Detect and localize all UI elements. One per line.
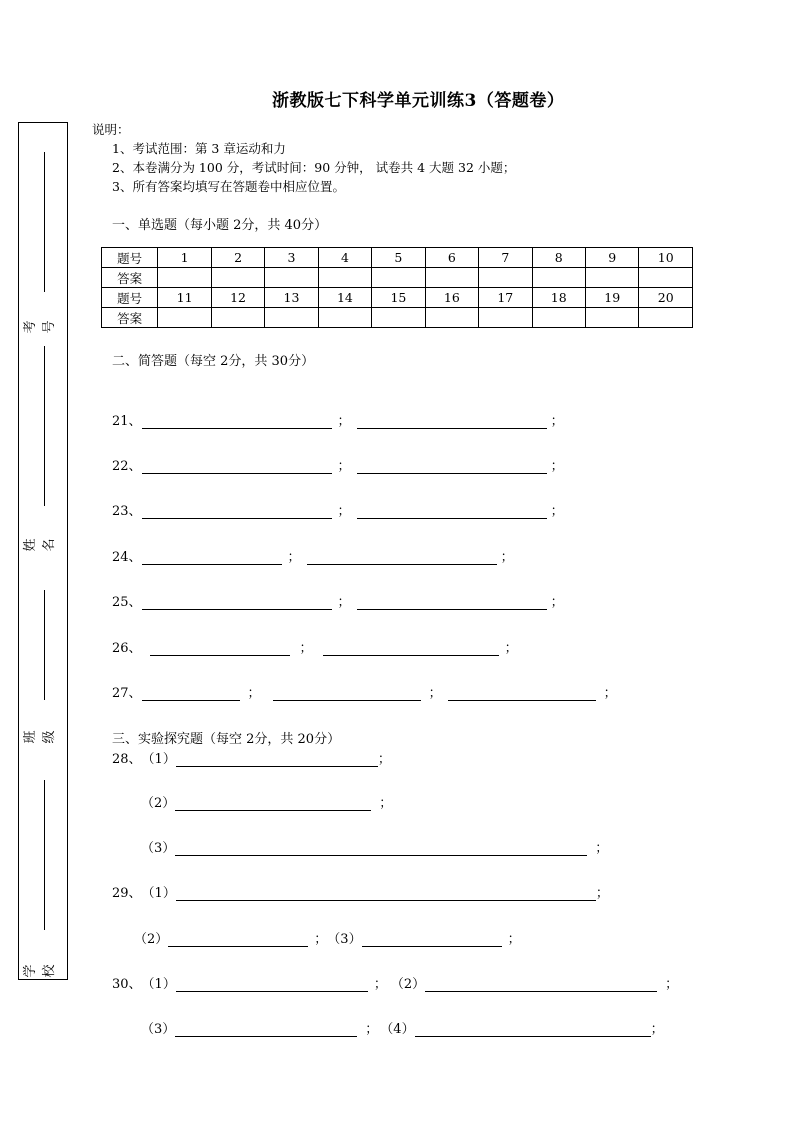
answer-cell[interactable] bbox=[158, 268, 211, 288]
question-30-3-4 bbox=[141, 1018, 664, 1037]
question-29-1 bbox=[112, 882, 609, 901]
question-number: 9 bbox=[585, 248, 638, 268]
question-number: 14 bbox=[318, 288, 371, 308]
answer-blank[interactable] bbox=[448, 686, 596, 701]
question-25 bbox=[112, 591, 564, 610]
answer-blank[interactable] bbox=[168, 932, 308, 947]
instructions bbox=[92, 120, 515, 196]
row-label-ans: 答案 bbox=[102, 308, 158, 328]
question-number: 29、 bbox=[112, 886, 142, 901]
answer-cell[interactable] bbox=[532, 268, 585, 288]
row-label-num: 题号 bbox=[102, 248, 158, 268]
question-number: 15 bbox=[372, 288, 425, 308]
question-27 bbox=[112, 682, 617, 701]
instruction-item: 1、考试范围：第 3 章运动和力 bbox=[112, 141, 286, 156]
separator: ； bbox=[595, 841, 609, 856]
answer-blank[interactable] bbox=[142, 595, 332, 610]
answer-cell[interactable] bbox=[479, 268, 532, 288]
separator: ； bbox=[550, 414, 564, 429]
question-number: 20 bbox=[639, 288, 693, 308]
question-30-1-2 bbox=[112, 973, 678, 992]
question-number: 3 bbox=[265, 248, 318, 268]
separator: ； bbox=[550, 459, 564, 474]
answer-blank[interactable] bbox=[175, 1022, 357, 1037]
question-number: 17 bbox=[479, 288, 532, 308]
page-title: 浙教版七下科学单元训练3（答题卷） bbox=[272, 91, 565, 111]
separator: ； bbox=[337, 504, 351, 519]
answer-cell[interactable] bbox=[639, 268, 693, 288]
answer-blank[interactable] bbox=[142, 459, 332, 474]
part-label: （2） bbox=[134, 932, 169, 947]
answer-blank[interactable] bbox=[357, 595, 547, 610]
separator: ； bbox=[337, 459, 351, 474]
answer-blank[interactable] bbox=[425, 977, 657, 992]
answer-blank[interactable] bbox=[176, 977, 368, 992]
question-29-2-3 bbox=[134, 928, 521, 947]
question-number: 21、 bbox=[112, 414, 142, 429]
separator: ； bbox=[504, 641, 518, 656]
part-label: （3） bbox=[141, 1022, 176, 1037]
question-number: 4 bbox=[318, 248, 371, 268]
part-label: （3） bbox=[327, 932, 362, 947]
answer-blank[interactable] bbox=[357, 414, 547, 429]
question-number: 16 bbox=[425, 288, 478, 308]
section3-heading: 三、实验探究题（每空 2分，共 20分） bbox=[112, 732, 341, 747]
question-number: 2 bbox=[211, 248, 264, 268]
answer-cell[interactable] bbox=[639, 308, 693, 328]
section1-heading: 一、单选题（每小题 2分，共 40分） bbox=[112, 218, 328, 233]
question-number: 18 bbox=[532, 288, 585, 308]
separator: ； bbox=[377, 752, 391, 767]
answer-blank[interactable] bbox=[323, 641, 499, 656]
question-number: 22、 bbox=[112, 459, 142, 474]
answer-blank[interactable] bbox=[142, 686, 240, 701]
question-24 bbox=[112, 546, 514, 565]
answer-cell[interactable] bbox=[585, 268, 638, 288]
separator: ； bbox=[247, 686, 261, 701]
question-number: 12 bbox=[211, 288, 264, 308]
question-number: 5 bbox=[372, 248, 425, 268]
row-label-num: 题号 bbox=[102, 288, 158, 308]
answer-blank[interactable] bbox=[362, 932, 502, 947]
question-number: 7 bbox=[479, 248, 532, 268]
separator: ； bbox=[550, 504, 564, 519]
answer-cell[interactable] bbox=[265, 268, 318, 288]
question-number: 26、 bbox=[112, 641, 142, 656]
answer-blank[interactable] bbox=[142, 504, 332, 519]
question-28-2 bbox=[141, 792, 392, 811]
question-number: 28、 bbox=[112, 752, 142, 767]
answer-cell[interactable] bbox=[425, 268, 478, 288]
answer-cell[interactable] bbox=[211, 308, 264, 328]
question-number: 23、 bbox=[112, 504, 142, 519]
question-number: 19 bbox=[585, 288, 638, 308]
separator: ； bbox=[299, 641, 313, 656]
banji-label: 班级 bbox=[23, 730, 57, 744]
answer-table bbox=[101, 247, 693, 328]
part-label: （2） bbox=[141, 796, 176, 811]
separator: ； bbox=[373, 977, 387, 992]
instructions-heading: 说明： bbox=[92, 122, 130, 137]
question-number: 11 bbox=[158, 288, 211, 308]
separator: ； bbox=[650, 1022, 664, 1037]
separator: ； bbox=[337, 414, 351, 429]
question-number: 1 bbox=[158, 248, 211, 268]
answer-cell[interactable] bbox=[318, 268, 371, 288]
question-number: 25、 bbox=[112, 595, 142, 610]
answer-blank[interactable] bbox=[357, 459, 547, 474]
question-number: 24、 bbox=[112, 550, 142, 565]
question-number: 13 bbox=[265, 288, 318, 308]
answer-cell[interactable] bbox=[585, 308, 638, 328]
answer-blank[interactable] bbox=[142, 414, 332, 429]
part-label: （1） bbox=[141, 886, 176, 901]
xingming-label: 姓名 bbox=[23, 538, 57, 552]
xuexiao-line bbox=[44, 780, 45, 930]
question-22 bbox=[112, 455, 564, 474]
separator: ； bbox=[595, 886, 609, 901]
answer-cell[interactable] bbox=[479, 308, 532, 328]
answer-blank[interactable] bbox=[142, 550, 282, 565]
kaohao-line bbox=[44, 152, 45, 292]
answer-blank[interactable] bbox=[150, 641, 290, 656]
banji-line bbox=[44, 590, 45, 700]
question-number: 30、 bbox=[112, 977, 142, 992]
row-label-ans: 答案 bbox=[102, 268, 158, 288]
section2-heading: 二、简答题（每空 2分，共 30分） bbox=[112, 354, 315, 369]
separator: ； bbox=[550, 595, 564, 610]
question-28-1 bbox=[112, 748, 391, 767]
separator: ； bbox=[500, 550, 514, 565]
answer-cell[interactable] bbox=[158, 308, 211, 328]
answer-cell[interactable] bbox=[372, 308, 425, 328]
answer-blank[interactable] bbox=[357, 504, 547, 519]
question-number: 6 bbox=[425, 248, 478, 268]
answer-cell[interactable] bbox=[532, 308, 585, 328]
answer-cell[interactable] bbox=[425, 308, 478, 328]
separator: ； bbox=[287, 550, 301, 565]
answer-blank[interactable] bbox=[176, 752, 378, 767]
separator: ； bbox=[665, 977, 679, 992]
answer-cell[interactable] bbox=[318, 308, 371, 328]
answer-blank[interactable] bbox=[175, 841, 587, 856]
separator: ； bbox=[314, 932, 328, 947]
answer-blank[interactable] bbox=[273, 686, 421, 701]
answer-blank[interactable] bbox=[175, 796, 371, 811]
part-label: （3） bbox=[141, 841, 176, 856]
kaohao-label: 考号 bbox=[23, 320, 57, 334]
question-21 bbox=[112, 410, 564, 429]
xuexiao-label: 学校 bbox=[23, 964, 57, 978]
answer-cell[interactable] bbox=[372, 268, 425, 288]
answer-cell[interactable] bbox=[265, 308, 318, 328]
part-label: （2） bbox=[390, 977, 426, 992]
answer-blank[interactable] bbox=[307, 550, 497, 565]
part-label: （1） bbox=[141, 977, 176, 992]
xingming-line bbox=[44, 346, 45, 506]
answer-blank[interactable] bbox=[176, 886, 596, 901]
separator: ； bbox=[507, 932, 521, 947]
part-label: （1） bbox=[141, 752, 176, 767]
question-28-3 bbox=[141, 837, 608, 856]
answer-cell[interactable] bbox=[211, 268, 264, 288]
question-23 bbox=[112, 500, 564, 519]
part-label: （4） bbox=[380, 1022, 415, 1037]
question-26 bbox=[112, 637, 518, 656]
instruction-item: 3、所有答案均填写在答题卷中相应位置。 bbox=[112, 179, 345, 194]
separator: ； bbox=[365, 1022, 379, 1037]
question-number: 10 bbox=[639, 248, 693, 268]
question-number: 27、 bbox=[112, 686, 142, 701]
instruction-item: 2、本卷满分为 100 分，考试时间：90 分钟， 试卷共 4 大题 32 小题； bbox=[112, 160, 516, 175]
separator: ； bbox=[603, 686, 617, 701]
question-number: 8 bbox=[532, 248, 585, 268]
separator: ； bbox=[379, 796, 393, 811]
answer-blank[interactable] bbox=[415, 1022, 651, 1037]
separator: ； bbox=[337, 595, 351, 610]
separator: ； bbox=[428, 686, 442, 701]
